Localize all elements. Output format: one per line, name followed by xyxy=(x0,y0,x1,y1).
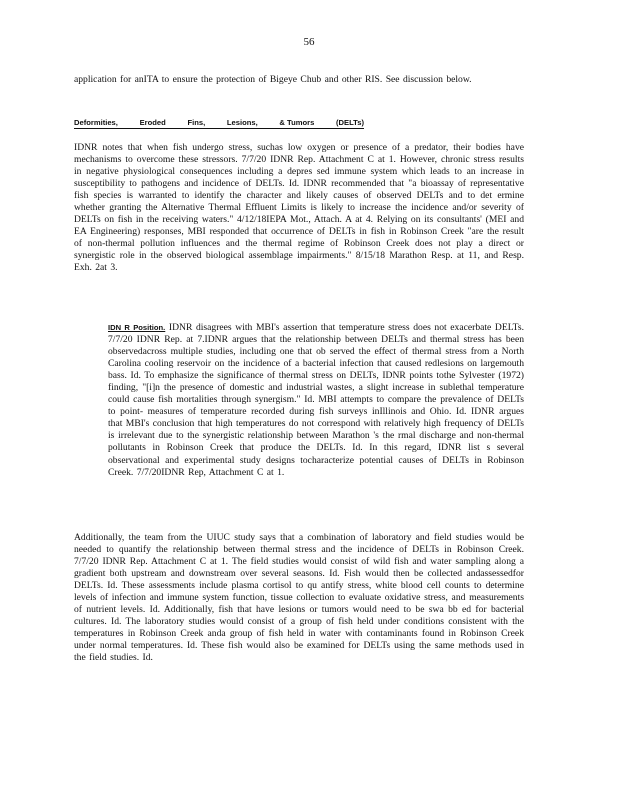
section-heading-part: Eroded xyxy=(139,118,166,127)
section-heading-part: & Tumors xyxy=(279,118,315,127)
section-heading xyxy=(74,118,364,129)
section-heading-part: Lesions, xyxy=(226,118,258,127)
section-heading-part: Deformities, xyxy=(74,118,118,127)
idnr-position-text: IDNR disagrees with MBI's assertion that temperature stress does not exacerbate DELTs. 7/7/20 IDNR Rep. at 7.IDNR argues that the relationship between DELTs and thermal stress has been observedacross multiple studies, including one that ob served the effect of thermal stress from a North Carolina cooling reservoir on the incidence of a bacterial infection that caused redlesions on largemouth bass. Id. To emphasize the significance of thermal stress on DELTs, IDNR points tothe Sylvester (1972) finding, "[i]n the presence of domestic and industrial wastes, a slight increase in sublethal temperature could cause fish mortalities through synergism." Id. MBI attempts to compare the prevalence of DELTs to point- measures of temperature recorded during fish surveys inIllinois and Ohio. Id. IDNR argues that MBI's conclusion that high temperatures do not correspond with relatively high frequency of DELTs is irrelevant due to the synergistic relationship between Marathon 's the rmal discharge and non-thermal pollutants in Robinson Creek that produce the DELTs. Id. In this regard, IDNR list s several observational and experimental study designs tocharacterize potential causes of DELTs in Robinson Creek. 7/7/20IDNR Rep, Attachment C at 1. xyxy=(108,322,525,478)
page-number: 56 xyxy=(303,36,315,48)
paragraph-idnr-position xyxy=(74,322,524,479)
section-heading-part: (DELTs) xyxy=(336,118,364,127)
idnr-position-heading: IDN R Position. xyxy=(108,323,166,332)
paragraph-uiuc-study: Additionally, the team from the UIUC study says that a combination of laboratory and field studies would be needed to quantify the relationship between thermal stress and the incidence of DELTs in Robinson Creek. 7/7/20 IDNR Rep. Attachment C at 1. The field studies would consist of wild fish and water sampling along a gradient both upstream and downstream over several seasons. Id. Fish would then be collected andassessedfor DELTs. Id. These assessments include plasma cortisol to qu antify stress, white blood cell counts to determine levels of infection and immune system function, tissue collection to evaluate oxidative stress, and measurements of nutrient levels. Id. Additionally, fish that have lesions or tumors would need to be swa bb ed for bacterial cultures. Id. The laboratory studies would consist of a group of fish held under conditions consistent with the temperatures in Robinson Creek anda group of fish held in water with contaminants found in Robinson Creek under normal temperatures. Id. These fish would also be examined for DELTs using the same methods used in the field studies. Id. xyxy=(74,532,524,664)
paragraph-deltz-intro: IDNR notes that when fish undergo stress, suchas low oxygen or presence of a predator, their bodies have mechanisms to overcome these stressors. 7/7/20 IDNR Rep. Attachment C at 1. However, chronic stress results in negative physiological consequences including a depres sed immune system which leads to an increase in susceptibility to pathogens and incidence of DELTs. Id. IDNR recommended that "a bioassay of representative fish species is warranted to identify the character and likely causes of observed DELTs and to det ermine whether granting the Alternative Thermal Effluent Limits is likely to increase the incidence and/or severity of DELTs on fish in the receiving waters." 4/12/18IEPA Mot., Attach. A at 4. Relying on its consultants' (MEI and EA Engineering) responses, MBI responded that occurrence of DELTs in fish in Robinson Creek "are the result of non-thermal pollution influences and the thermal regime of Robinson Creek does not play a direct or synergistic role in the observed biological assemblage impairments." 8/15/18 Marathon Resp. at 11, and Resp. Exh. 2at 3. xyxy=(74,142,524,274)
section-heading-part: Fins, xyxy=(187,118,206,127)
intro-paragraph: application for anITA to ensure the protection of Bigeye Chub and other RIS. See discussion below. xyxy=(74,74,472,85)
